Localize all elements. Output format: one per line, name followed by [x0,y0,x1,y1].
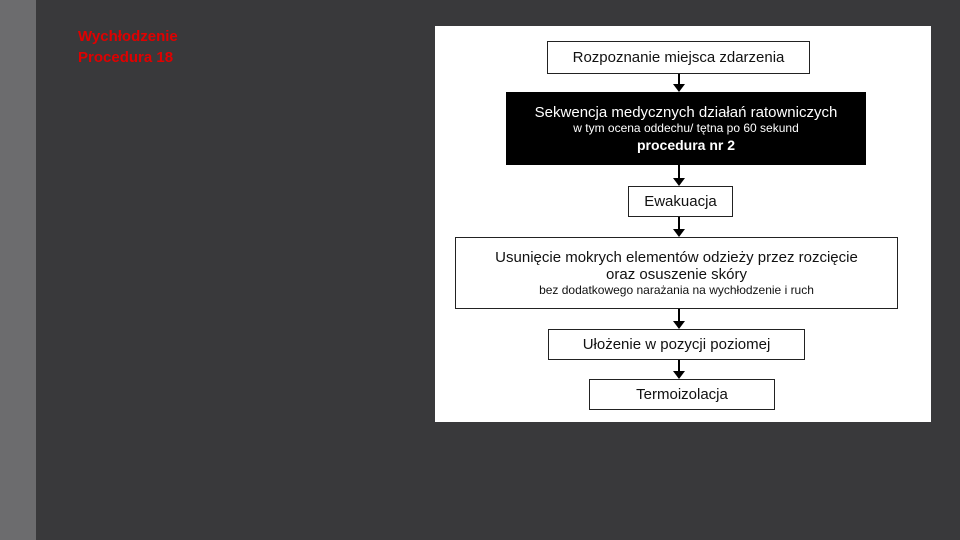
flow-step-medical-actions-line1: Sekwencja medycznych działań ratowniczych [534,103,838,121]
flow-step-medical-actions [506,92,866,165]
flow-arrow-1 [673,74,685,92]
slide-title-line1: Wychłodzenie [78,28,178,45]
flow-step-medical-actions-line3: procedura nr 2 [636,136,736,153]
flow-step-evacuation [628,186,733,217]
flow-step-remove-clothing-line1: Usunięcie mokrych elementów odzieży przez rozcięcie [495,248,858,266]
left-accent-bar [0,0,36,540]
flow-arrow-5 [673,360,685,379]
flow-step-remove-clothing-line3: bez dodatkowego narażania na wychłodzenie i ruch [539,282,814,297]
slide-title-line2: Procedura 18 [78,49,174,66]
slide-title [78,26,178,68]
flow-step-horizontal-position [548,329,805,360]
flow-step-scene-recognition [547,41,810,74]
flowchart-diagram [435,26,931,422]
flow-step-medical-actions-line2: w tym ocena oddechu/ tętna po 60 sekund [573,120,799,135]
flow-step-remove-clothing-line2: oraz osuszenie skóry [606,265,747,283]
flow-arrow-4 [673,309,685,329]
flow-arrow-3 [673,217,685,237]
flow-step-horizontal-position-label: Ułożenie w pozycji poziomej [582,336,771,353]
flow-step-remove-clothing [455,237,898,309]
flow-arrow-2 [673,165,685,186]
flow-step-evacuation-label: Ewakuacja [644,193,717,210]
flow-step-scene-recognition-label: Rozpoznanie miejsca zdarzenia [572,49,785,66]
flow-step-thermal-insulation-label: Termoizolacja [636,386,728,403]
flow-step-thermal-insulation [589,379,775,410]
